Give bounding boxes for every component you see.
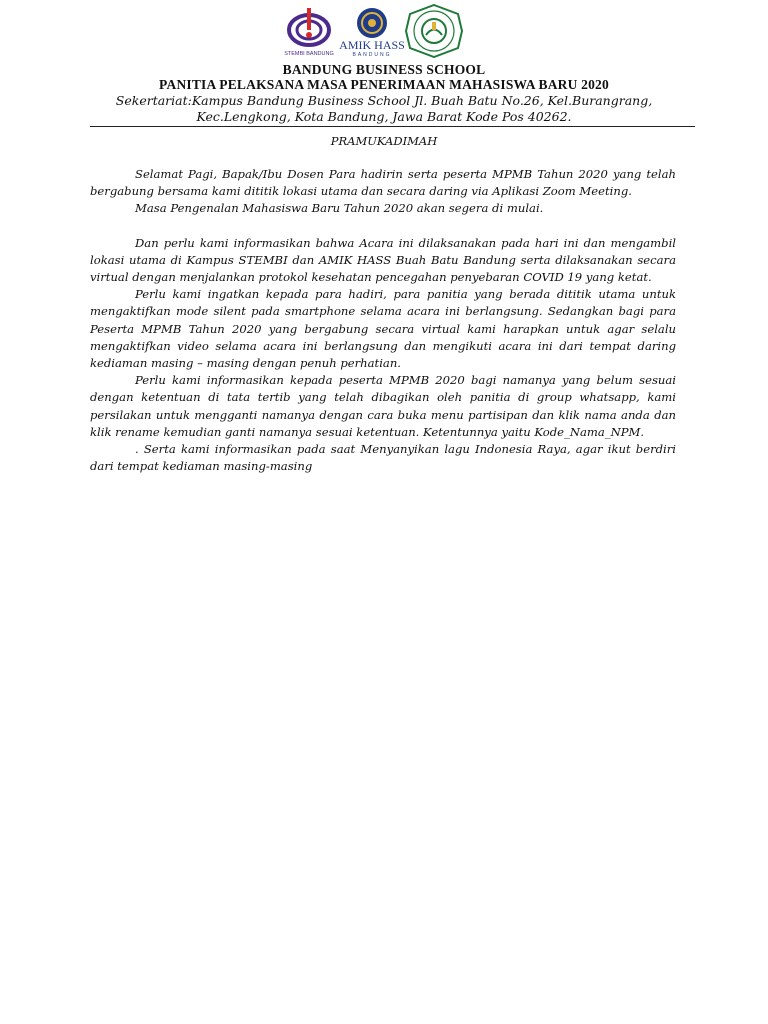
address-line-1: Sekertariat:Kampus Bandung Business School Jl. Buah Batu No.26, Kel.Burangrang,: [115, 93, 653, 108]
address-line-2: Kec.Lengkong, Kota Bandung, Jawa Barat Kode Pos 40262.: [196, 109, 572, 124]
document-body: [90, 166, 676, 475]
paragraph-rename-instructions: Perlu kami informasikan kepada peserta MPMB 2020 bagi namanya yang belum sesuai dengan ketentuan di tata tertib yang telah dibagikan oleh panitia di group whatsapp, kami persilakan untuk mengganti namanya dengan cara buka menu partisipan dan klik nama anda dan klik rename kemudian ganti namanya sesuai ketentuan. Ketentunnya yaitu Kode_Nama_NPM.: [90, 373, 676, 439]
paragraph-location: Dan perlu kami informasikan bahwa Acara ini dilaksanakan pada hari ini dan mengambil lokasi utama di Kampus STEMBI dan AMIK HASS Buah Batu Bandung serta dilaksanakan secara virtual dengan menjalankan protokol kesehatan pencegahan penyebaran COVID 19 yang ketat.: [90, 235, 676, 285]
paragraph-anthem: . Serta kami informasikan pada saat Menyanyikan lagu Indonesia Raya, agar ikut berdiri dari tempat kediaman masing-masing: [90, 442, 676, 474]
school-seal-logo: [404, 4, 464, 58]
paragraph-greeting: Selamat Pagi, Bapak/Ibu Dosen Para hadirin serta peserta MPMB Tahun 2020 yang telah bergabung bersama kami dititik lokasi utama dan secara daring via Aplikasi Zoom Meeting.: [90, 167, 676, 199]
amik-hass-logo: [336, 4, 408, 58]
stembi-logo: [282, 4, 336, 58]
header-divider: [90, 126, 695, 127]
header-logos: [0, 4, 768, 58]
svg-text:STEMBI BANDUNG: STEMBI BANDUNG: [284, 51, 334, 57]
document-title: PRAMUKADIMAH: [330, 134, 438, 148]
school-name: BANDUNG BUSINESS SCHOOL: [282, 62, 486, 77]
paragraph-silent-mode: Perlu kami ingatkan kepada para hadiri, para panitia yang berada dititik utama untuk mengaktifkan mode silent pada smartphone selama acara ini berlangsung. Sedangkan bagi para Peserta MPMB Tahun 2020 yang bergabung secara virtual kami harapkan untuk agar selalu mengaktifkan video selama acara ini berlangsung dan mengikuti acara ini dari tempat daring kediaman masing – masing dengan penuh perhatian.: [90, 287, 676, 371]
svg-text:AMIK HASS: AMIK HASS: [339, 38, 405, 52]
committee-title: PANITIA PELAKSANA MASA PENERIMAAN MAHASISWA BARU 2020: [159, 77, 609, 92]
svg-text:BANDUNG: BANDUNG: [352, 52, 392, 58]
paragraph-opening: Masa Pengenalan Mahasiswa Baru Tahun 2020 akan segera di mulai.: [135, 201, 544, 216]
